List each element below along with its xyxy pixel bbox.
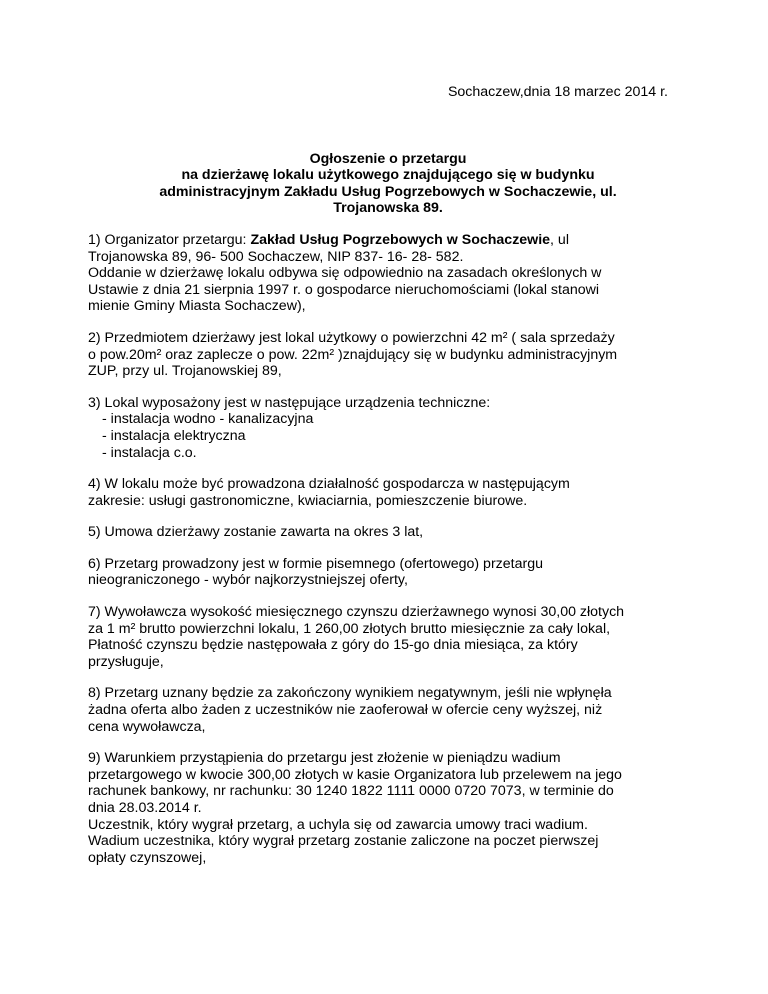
section-line: o pow.20m² oraz zaplecze o pow. 22m² )znajdujący się w budynku administracyjnym xyxy=(88,346,618,363)
section-line: Wadium uczestnika, który wygrał przetarg zostanie zaliczone na poczet pierwszej xyxy=(88,833,599,850)
section-line: cena wywoławcza, xyxy=(88,718,206,735)
equipment-item: - instalacja c.o. xyxy=(102,444,197,461)
section-line: Płatność czynszu będzie następowała z góry do 15-go dnia miesiąca, za który xyxy=(88,637,578,654)
equipment-item: - instalacja elektryczna xyxy=(102,427,246,444)
section-5-lease-term xyxy=(88,524,688,541)
section-line: mienie Gminy Miasta Sochaczew), xyxy=(88,298,306,315)
section-line: ZUP, przy ul. Trojanowskiej 89, xyxy=(88,363,282,380)
section-8-negative-result xyxy=(88,685,688,735)
section-line: 3) Lokal wyposażony jest w następujące urządzenia techniczne: xyxy=(88,394,491,411)
section-6-tender-form xyxy=(88,556,688,589)
section-line: nieograniczonego - wybór najkorzystniejszej oferty, xyxy=(88,572,408,589)
section-line: przysługuje, xyxy=(88,653,164,670)
section-1-prefix: 1) Organizator przetargu: xyxy=(88,231,251,248)
section-line: 8) Przetarg uznany będzie za zakończony wynikiem negatywnym, jeśli nie wpłynęła xyxy=(88,685,612,702)
section-7-rent xyxy=(88,604,688,670)
section-line: opłaty czynszowej, xyxy=(88,849,207,866)
section-line: Oddanie w dzierżawę lokalu odbywa się odpowiednio na zasadach określonych w xyxy=(88,265,602,282)
section-1-organizer xyxy=(88,232,688,315)
section-line: Uczestnik, który wygrał przetarg, a uchyla się od zawarcia umowy traci wadium. xyxy=(88,816,588,833)
section-1-first-line xyxy=(88,232,688,249)
section-line: żadna oferta albo żaden z uczestników nie zaoferował w ofercie ceny wyższej, niż xyxy=(88,702,603,719)
section-line: Ustawie z dnia 21 sierpnia 1997 r. o gospodarce nieruchomościami (lokal stanowi xyxy=(88,281,600,298)
section-line: przetargowego w kwocie 300,00 złotych w kasie Organizatora lub przelewem na jego xyxy=(88,766,622,783)
section-line: zakresie: usługi gastronomiczne, kwiaciarnia, pomieszczenie biurowe. xyxy=(88,492,528,509)
section-line: dnia 28.03.2014 r. xyxy=(88,800,202,816)
section-line: 9) Warunkiem przystąpienia do przetargu jest złożenie w pieniądzu wadium xyxy=(88,750,561,767)
section-3-equipment xyxy=(88,395,688,461)
announcement-title xyxy=(88,151,688,217)
title-line: administracyjnym Zakładu Usług Pogrzebowych w Sochaczewie, ul. xyxy=(159,183,617,200)
section-9-deposit xyxy=(88,750,688,866)
section-2-subject xyxy=(88,330,688,380)
section-line: 7) Wywoławcza wysokość miesięcznego czynszu dzierżawnego wynosi 30,00 złotych xyxy=(88,604,625,621)
title-line: na dzierżawę lokalu użytkowego znajdującego się w budynku xyxy=(181,167,595,184)
section-4-business-scope xyxy=(88,476,688,509)
organizer-name: Zakład Usług Pogrzebowych w Sochaczewie xyxy=(250,231,551,248)
section-1-suffix: , ul xyxy=(550,231,569,248)
section-line: rachunek bankowy, nr rachunku: 30 1240 1822 1111 0000 0720 7073, w terminie do xyxy=(88,783,614,800)
section-line: 2) Przedmiotem dzierżawy jest lokal użytkowy o powierzchni 42 m² ( sala sprzedaży xyxy=(88,329,615,346)
title-line: Ogłoszenie o przetargu xyxy=(309,150,467,167)
equipment-item: - instalacja wodno - kanalizacyjna xyxy=(102,411,314,428)
section-line: 4) W lokalu może być prowadzona działalność gospodarcza w następującym xyxy=(88,476,570,493)
section-line: za 1 m² brutto powierzchni lokalu, 1 260,00 złotych brutto miesięcznie za cały lokal, xyxy=(88,620,611,637)
section-line: 5) Umowa dzierżawy zostanie zawarta na okres 3 lat, xyxy=(88,524,424,541)
section-line: 6) Przetarg prowadzony jest w formie pisemnego (ofertowego) przetargu xyxy=(88,555,543,572)
section-line: Trojanowska 89, 96- 500 Sochaczew, NIP 837- 16- 28- 582. xyxy=(88,248,464,265)
date-line: Sochaczew,dnia 18 marzec 2014 r. xyxy=(447,84,668,100)
title-line: Trojanowska 89. xyxy=(333,200,443,217)
document-page xyxy=(88,84,688,881)
